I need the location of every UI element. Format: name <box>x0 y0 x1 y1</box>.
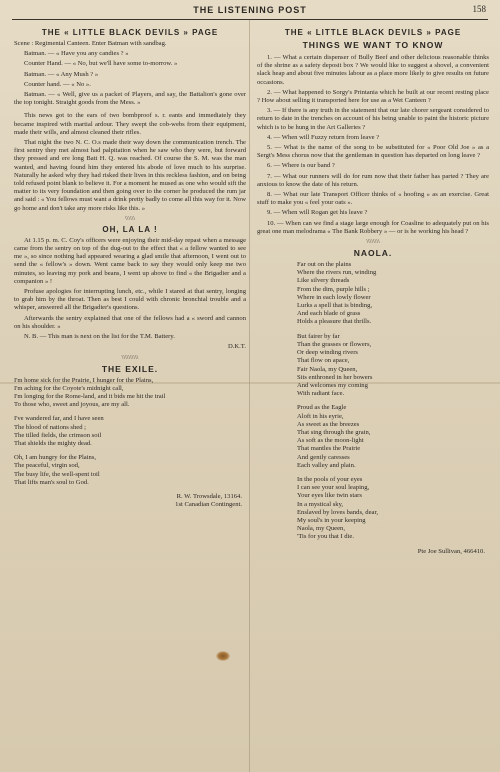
poem-line: Like silvery threads <box>297 277 350 285</box>
poem-naola <box>257 261 489 542</box>
poem-line: Where the rivers run, winding <box>297 269 377 277</box>
poem-stanza <box>297 261 489 327</box>
question-item: 10. — When can we find a stage large enough for Coasline to adequately put on his great one man melodrama « The Bank Robbery » — or is he working his head ? <box>257 219 489 235</box>
poem-line: I'm home sick for the Prairie, I hunger for the Plains, <box>14 376 154 384</box>
poem-the-exile <box>14 377 246 510</box>
author-name: R. W. Trowsdale, 13164. <box>176 492 242 500</box>
poem-line: Naola, my Queen, <box>297 525 345 533</box>
poem-line: Fair Naola, my Queen, <box>297 365 358 373</box>
poem-line: In a mystical sky, <box>297 500 344 508</box>
poem-line: Or deep winding rivers <box>297 349 358 357</box>
poem-stanza <box>297 333 489 399</box>
poem-line: That mantles the Prairie <box>297 445 361 453</box>
poem-stanza <box>297 404 489 470</box>
poem-line: In the pools of your eyes <box>297 475 363 483</box>
author-initials: D.K.T. <box>227 343 246 351</box>
poem-title-naola: NAOLA. <box>353 248 393 259</box>
article-paragraph: At 1.15 p. m. C. Coy's officers were enjoying their mid-day repast when a message came from the sentry on top of the dug-out to the effect that « a fellow wanted to see me », so since nothing had appeared wearing a glad smile that afternoon, I went out to send the « fellow's » down. Went came back to say they would only keep me two minutes, so leaving my pork and beans, I went up above to find « the Brigadier and a companion » ! <box>14 236 246 285</box>
poem-line: Proud as the Eagle <box>297 404 347 412</box>
poem-line: The tilled fields, the crimson soil <box>14 431 102 439</box>
oh-la-la-article <box>14 237 246 352</box>
header-rule <box>12 19 488 20</box>
poem-signature: Pte Joe Sullivan, 466410. <box>417 547 485 555</box>
section-divider: \\\\\\ <box>124 215 135 222</box>
poem-line: That flow on apace, <box>297 357 350 365</box>
poem-line: Enslaved by loves bands, dear, <box>297 508 379 516</box>
poem-line: 'Tis for you that I die. <box>297 533 354 541</box>
dialogue-line: Batman. — « Any Mush ? » <box>24 70 99 78</box>
question-item: 6. — Where is our band ? <box>267 162 335 170</box>
poem-line: Each valley and plain. <box>297 461 356 469</box>
poem-line: Holds a pleasure that thrills. <box>297 318 372 326</box>
poem-line: The busy life, the well-spent toil <box>14 470 100 478</box>
questions-list <box>257 54 489 236</box>
section-heading-little-black-devils: THE « LITTLE BLACK DEVILS » PAGE <box>41 28 219 37</box>
question-item: 1. — What a certain dispenser of Bully Beef and other delicious reasonable thinks of the shrine as a safety deposit box ? We would like to suggest a shovel, a convenient slack heap and about five minutes labour as a place more likely to give results on future occasions. <box>257 54 489 86</box>
poem-line: Your eyes like twin stars <box>297 492 362 500</box>
question-item: 7. — What our runners will do for rum now that their father has parted ? They are anxious to know the date of his return. <box>257 172 489 188</box>
poem-line: As soft as the moon-light <box>297 437 364 445</box>
page-number: 158 <box>472 4 486 14</box>
dialogue-line: Scene : Regimental Canteen. Enter Batman with sandbag. <box>14 40 167 47</box>
question-item: 4. — When will Fuzzy return from leave ? <box>267 133 380 141</box>
section-divider: \\\\\\\\\\ <box>121 354 139 361</box>
poem-line: And gently caresses <box>297 453 350 461</box>
article-paragraph: Profuse apologies for interrupting lunch, etc., while I stared at that sentry, longing to grab him by the throat. Then as best I could with chronic bronchial trouble and a whisper, answered all the Brigadier's questions. <box>14 288 246 312</box>
dialogue-line: Counter hand. — « No ». <box>24 80 91 88</box>
poem-line: And each blade of grass <box>297 310 361 318</box>
poem-line: Lurks a spell that is binding, <box>297 302 373 310</box>
paper-stain <box>216 651 230 661</box>
section-heading-little-black-devils: THE « LITTLE BLACK DEVILS » PAGE <box>284 28 462 37</box>
poem-line: Oh, I am hungry for the Plains, <box>14 454 97 462</box>
poem-stanza <box>14 377 246 410</box>
poem-stanza <box>297 476 489 542</box>
article-paragraph: N. B. — This man is next on the list for the T.M. Battery. <box>24 333 175 341</box>
poem-line: That lifts man's soul to God. <box>14 478 89 486</box>
poem-line: As sweet as the breezes <box>297 420 360 428</box>
poem-line: The blood of nations shed ; <box>14 423 86 431</box>
question-item: 9. — When will Rogan get his leave ? <box>267 209 368 217</box>
poem-line: I'm aching for the Coyote's midnight call, <box>14 384 124 392</box>
question-item: 8. — What our late Transport Officer thinks of « hoofing » as an exercise. Great stuff to make you « feel your oats ». <box>257 191 489 207</box>
story-paragraph: That night the two N. C. O.s made their way down the communication trench. The first sentry they met almost had palpitation when he saw who they were, but forward they pressed and ere long Batt H. Q. was reached. Of course the S. M. was the man wanted, and having found him they entered his abode of love much to his surprise. Naturally he asked why they had risked their lives in this reckless fashion, and on being told refused point blank to believe it. For a moment he mused as one who would sift the matter to its very foundation and then going over to the corner he produced the rum jar and said : « You fellows must want a drink pretty badly to come all this way for it. Now go home and don't take any more risks like this. » <box>14 139 246 212</box>
poem-line: But fairer by far <box>297 332 340 340</box>
publication-title: THE LISTENING POST <box>193 5 307 15</box>
canteen-dialogue <box>14 40 246 107</box>
poem-line: Aloft in his eyrie, <box>297 412 344 420</box>
poem-line: Where in each lowly flower <box>297 293 371 301</box>
poem-line: That shields the mighty dead. <box>14 439 92 447</box>
dialogue-line: Counter Hand. — « No, but we'll have some to-morrow. » <box>24 60 178 68</box>
bombproof-story <box>14 112 246 212</box>
section-divider: \\\\\\\\ <box>366 239 380 246</box>
left-column <box>14 26 246 770</box>
poem-line: Sits enthroned in her bowers <box>297 373 373 381</box>
poem-line: I'm longing for the Rome-land, and it bids me hit the trail <box>14 392 166 400</box>
section-heading-things-we-want-to-know: THINGS WE WANT TO KNOW <box>302 40 444 50</box>
section-heading-oh-la-la: OH, LA LA ! <box>102 224 158 234</box>
column-rule <box>249 20 250 772</box>
author-unit: 1st Canadian Contingent. <box>175 501 242 509</box>
question-item: 5. — What is the name of the song to be substituted for « Poor Old Joe » as a Sergt's Mess chorus now that the gentleman in question has departed on long leave ? <box>257 144 489 160</box>
poem-line: I've wandered far, and I have seen <box>14 415 104 423</box>
question-item: 2. — What happened to Sorgy's Printania which he built at our recent resting place ? How about selling it transported here for use as a Wet Canteen ? <box>257 88 489 105</box>
dialogue-line: Batman. — « Have you any candies ? » <box>24 50 129 58</box>
poem-line: Far out on the plains <box>297 261 352 269</box>
article-paragraph: Afterwards the sentry explained that one of the fellows had a « sword and cannon on his shoulder. » <box>14 314 246 330</box>
poem-line: From the dim, purple hills ; <box>297 285 370 293</box>
poem-line: Than the grasses or flowers, <box>297 340 372 348</box>
poem-line: To those who, sweet and joyous, are my all. <box>14 401 130 409</box>
poem-line: The peaceful, virgin sod, <box>14 462 80 470</box>
poem-signature <box>14 493 242 509</box>
poem-line: And welcomes my coming <box>297 381 368 389</box>
dialogue-line: Batman. — « Well, give us a packet of Players, and say, the Battalion's gone over the top tonight. Straight goods from the Mess. » <box>14 91 246 107</box>
story-paragraph: This news got to the ears of two bombproof s. r. eants and immediately they became inspired with martial ardour. They swept the cob-webs from their equipment, made their wills, and almost cleaned their rifles. <box>14 112 246 136</box>
poem-title-the-exile: THE EXILE. <box>101 363 159 374</box>
page-header <box>0 0 500 22</box>
poem-line: I can see your soul leaping, <box>297 484 370 492</box>
poem-line: With radiant face. <box>297 390 345 398</box>
poem-line: My soul's in your keeping <box>297 516 366 524</box>
poem-stanza <box>14 454 246 487</box>
poem-stanza <box>14 415 246 448</box>
poem-line: That sing through the grain, <box>297 428 371 436</box>
question-item: 3. — If there is any truth in the statement that our late chorer sergeant considered to return to date in the trenches on account of his being unable to paint the historic picture which is to be hung in the Art Galleries ? <box>257 107 489 131</box>
right-column <box>257 26 489 770</box>
